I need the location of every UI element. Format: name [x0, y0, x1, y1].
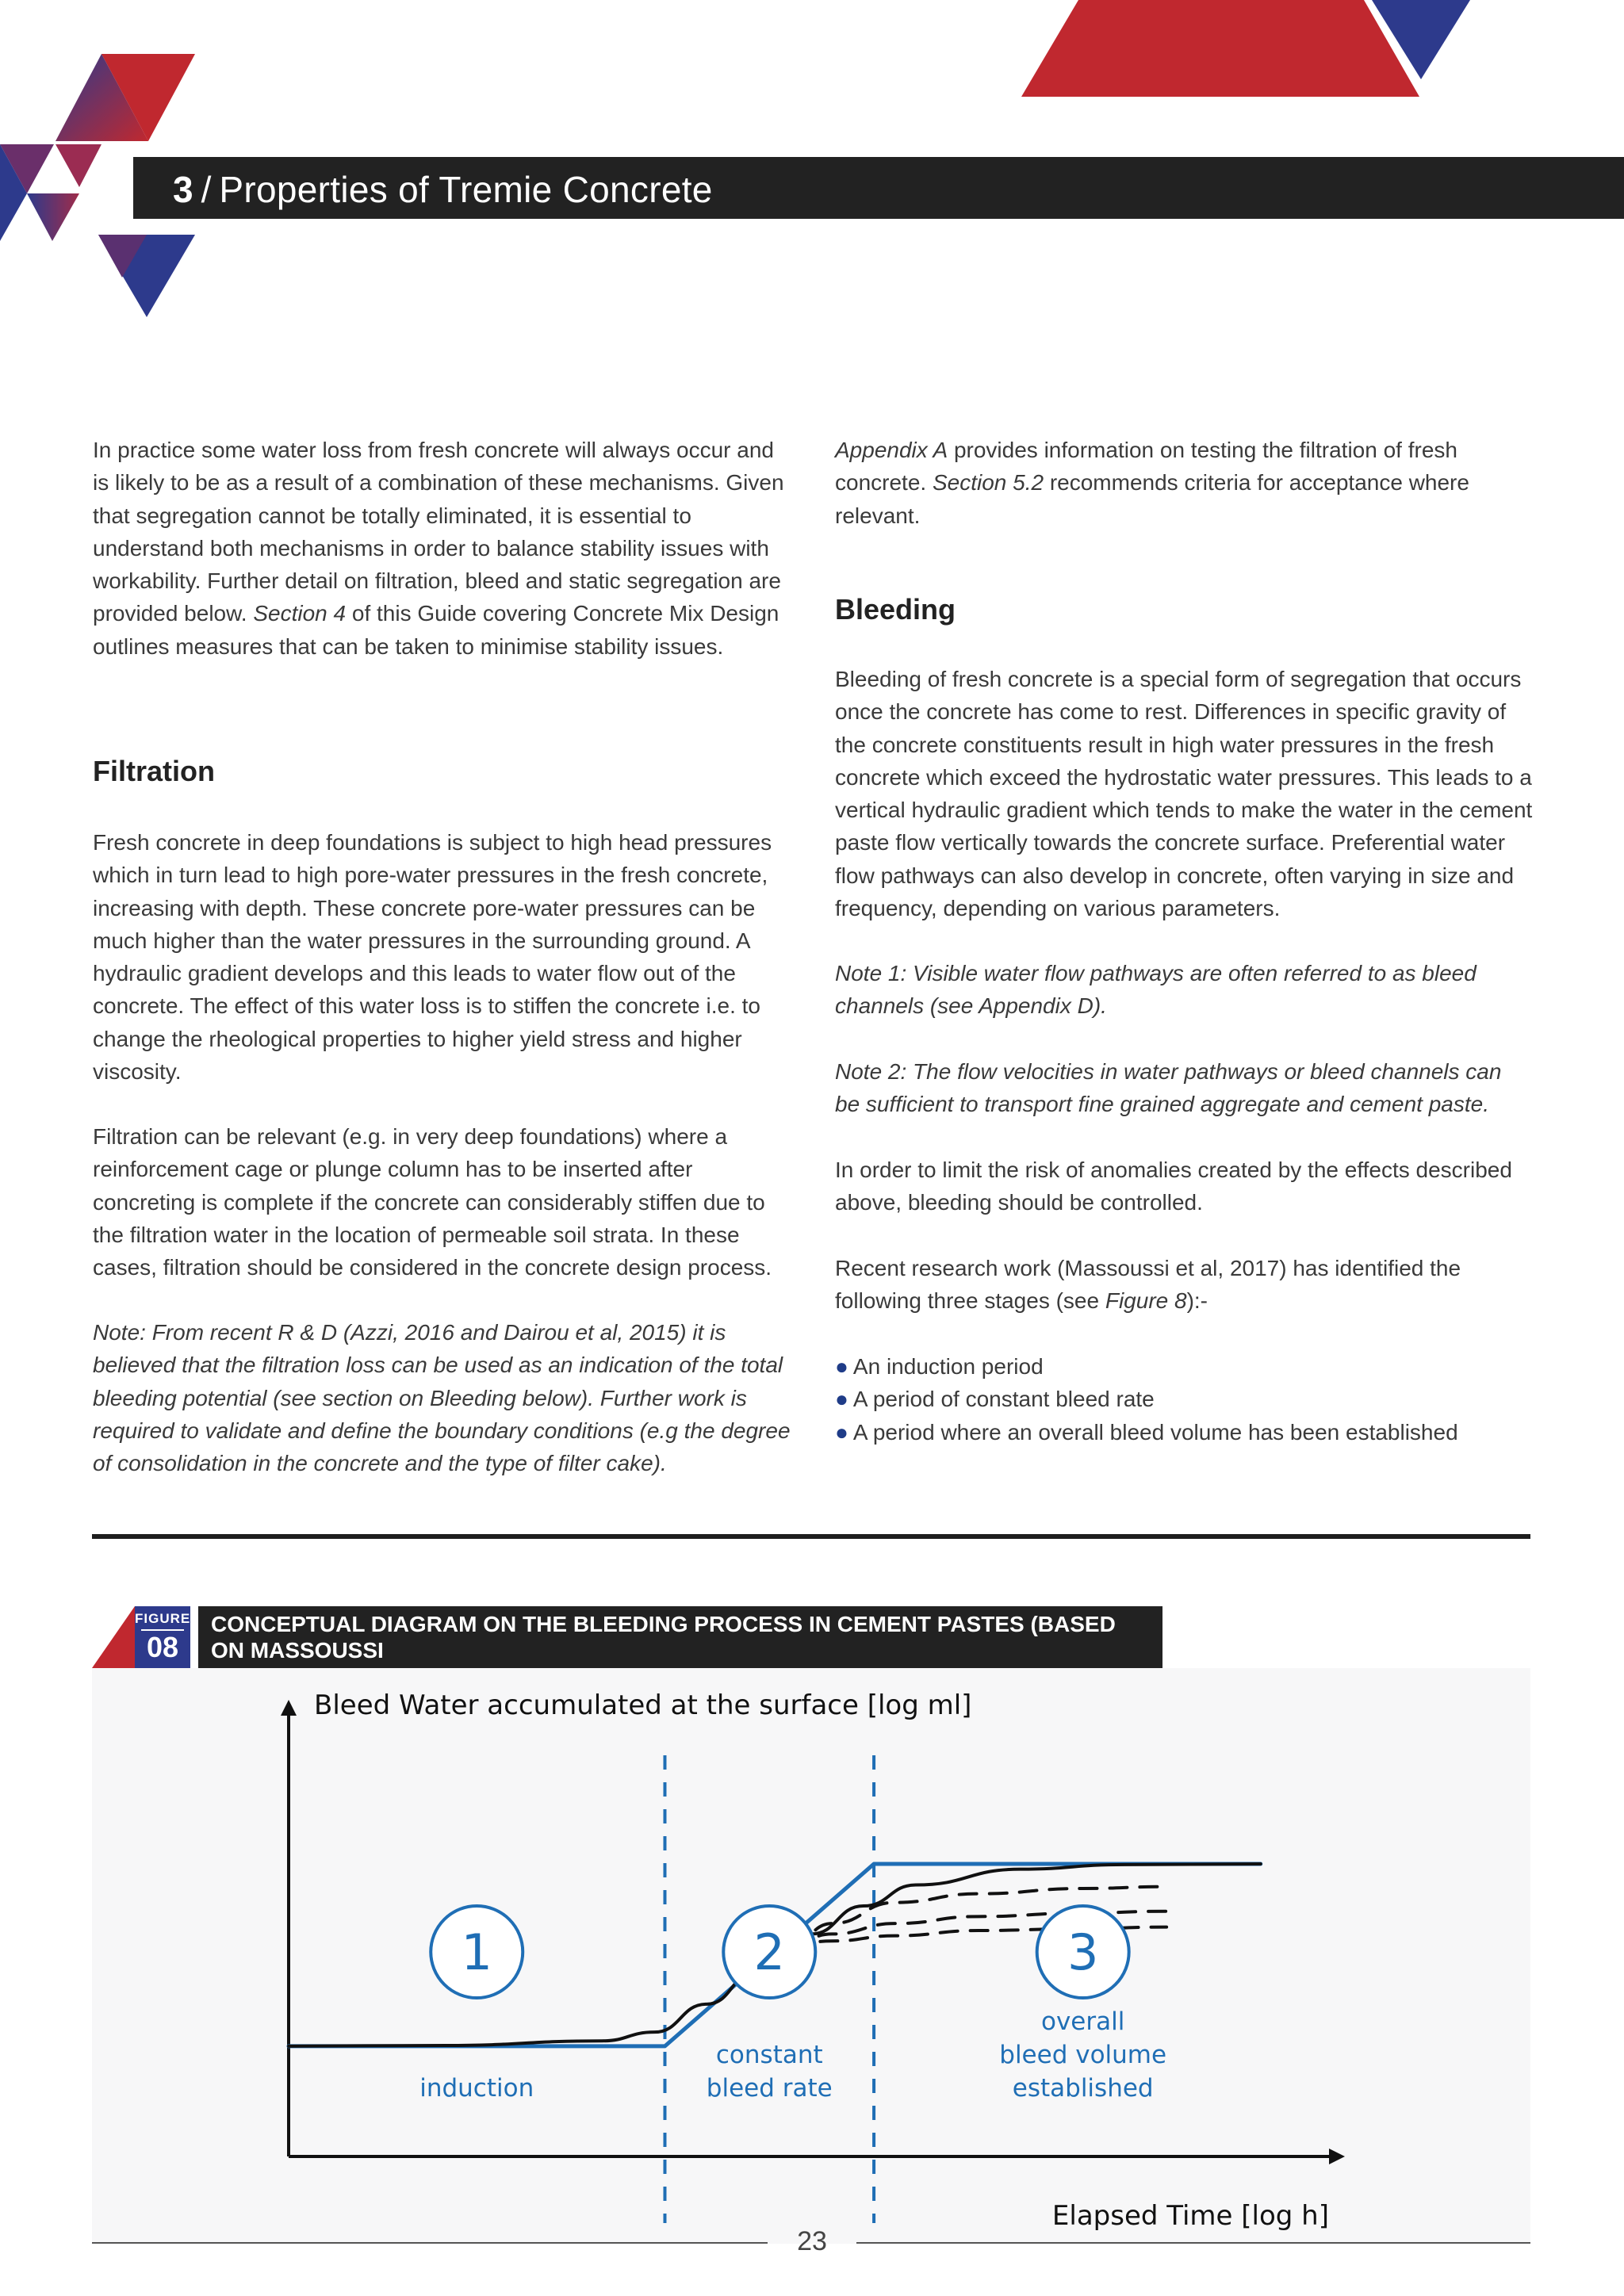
control-paragraph: In order to limit the risk of anomalies created by the effects described above, bleeding should be controlled. — [835, 1158, 1512, 1215]
stage-label-3-2: bleed volume — [999, 2041, 1167, 2069]
section-number: 3 — [173, 169, 193, 210]
stage-number-2: 2 — [753, 1923, 786, 1981]
bullet-icon: ● — [835, 1387, 848, 1412]
stage-label-3-1: overall — [1041, 2007, 1125, 2036]
bullet-icon: ● — [835, 1419, 848, 1445]
filtration-heading: Filtration — [93, 755, 215, 787]
filtration-paragraph-1: Fresh concrete in deep foundations is subject to high head pressures which in turn lead to high pore-water pressures in the fresh concrete, increasing with depth. These concrete pore-water pressures can be much higher than the water pressures in the surrounding ground. A hydraulic gradient develops and this leads to water flow out of the concrete. The effect of this water loss is to stiffen the concrete i.e. to change the rheological properties to higher yield stress and higher viscosity. — [93, 830, 772, 1085]
bleeding-note-2: Note 2: The flow velocities in water pathways or bleed channels can be sufficient to transport fine grained aggregate and cement paste. — [835, 1059, 1502, 1117]
figure-badge — [135, 1606, 190, 1668]
figure-badge-accent — [92, 1606, 140, 1668]
stage-label-3-3: established — [1012, 2074, 1154, 2103]
filtration-note: Note: From recent R & D (Azzi, 2016 and Dairou et al, 2015) it is believed that the filtration loss can be used as an indication of the total bleeding potential (see section on Bleeding below). Further work is required to validate and define the boundary conditions (e.g the degree of consolidation in the concrete and the type of filter cake). — [93, 1320, 791, 1476]
page-number: 23 — [797, 2226, 827, 2256]
section-divider — [92, 1534, 1530, 1539]
section-separator: / — [201, 169, 212, 210]
list-item: ● An induction period — [835, 1354, 1044, 1379]
list-item: ● A period where an overall bleed volume has been established — [835, 1419, 1458, 1445]
bleeding-heading: Bleeding — [835, 593, 956, 626]
x-axis-arrow-icon — [1329, 2149, 1345, 2164]
decorative-triangles-right — [1015, 0, 1491, 103]
section-header — [173, 163, 713, 216]
stage-label-2-2: bleed rate — [706, 2074, 833, 2103]
y-axis-label: Bleed Water accumulated at the surface [log ml] — [314, 1689, 972, 1721]
stage-number-1: 1 — [461, 1923, 492, 1981]
intro-paragraph: In practice some water loss from fresh concrete will always occur and is likely to be as a result of a combination of these mechanisms. Given that segregation cannot be totally eliminated, it is essential to understand both mechanisms in order to balance stability issues with workability. Further detail on filtration, bleed and static segregation are provided below. Section 4 of this Guide covering Concrete Mix Design outlines measures that can be taken to minimise stability issues. — [93, 438, 784, 659]
appendix-paragraph: Appendix A provides information on testing the filtration of fresh concrete. Section 5.2 recommends criteria for acceptance where relevant. — [835, 438, 1469, 528]
footer-rule-right — [856, 2242, 1530, 2244]
research-paragraph: Recent research work (Massoussi et al, 2017) has identified the following three stages (see Figure 8):- — [835, 1256, 1461, 1314]
stage-label-1-1: induction — [419, 2074, 534, 2103]
footer-rule-left — [92, 2242, 768, 2244]
figure-label: FIGURE — [135, 1611, 191, 1626]
stage-label-2-1: constant — [715, 2041, 823, 2069]
figure-caption — [198, 1606, 1162, 1668]
stages-list — [835, 1350, 1541, 1448]
figure-caption-line-1: CONCEPTUAL DIAGRAM ON THE BLEEDING PROCESS IN CEMENT PASTES (BASED ON MASSOUSSI — [211, 1612, 1116, 1663]
stage-number-3: 3 — [1067, 1923, 1099, 1981]
section-title: Properties of Tremie Concrete — [219, 169, 713, 210]
bleeding-paragraph: Bleeding of fresh concrete is a special form of segregation that occurs once the concrete has come to rest. Differences in specific gravity of the concrete constituents result in high water pressures in the fresh concrete which exceed the hydrostatic water pressures. This leads to a vertical hydraulic gradient which tends to make the water in the cement paste flow vertically towards the concrete surface. Preferential water flow pathways can also develop in concrete, often varying in size and frequency, depending on various parameters. — [835, 667, 1533, 921]
bleeding-note-1: Note 1: Visible water flow pathways are often referred to as bleed channels (see Appendix D). — [835, 961, 1477, 1019]
list-item: ● A period of constant bleed rate — [835, 1387, 1155, 1412]
y-axis-arrow-icon — [281, 1700, 297, 1716]
figure-number: 08 — [146, 1631, 179, 1663]
filtration-paragraph-2: Filtration can be relevant (e.g. in very deep foundations) where a reinforcement cage or plunge column has to be inserted after concreting is complete if the concrete can considerably stiffen due to the filtration water in the location of permeable soil strata. In these cases, filtration should be considered in the concrete design process. — [93, 1124, 772, 1280]
bullet-icon: ● — [835, 1354, 848, 1379]
x-axis-label: Elapsed Time [log h] — [1051, 2200, 1329, 2232]
bleeding-process-chart — [92, 1668, 1530, 2244]
